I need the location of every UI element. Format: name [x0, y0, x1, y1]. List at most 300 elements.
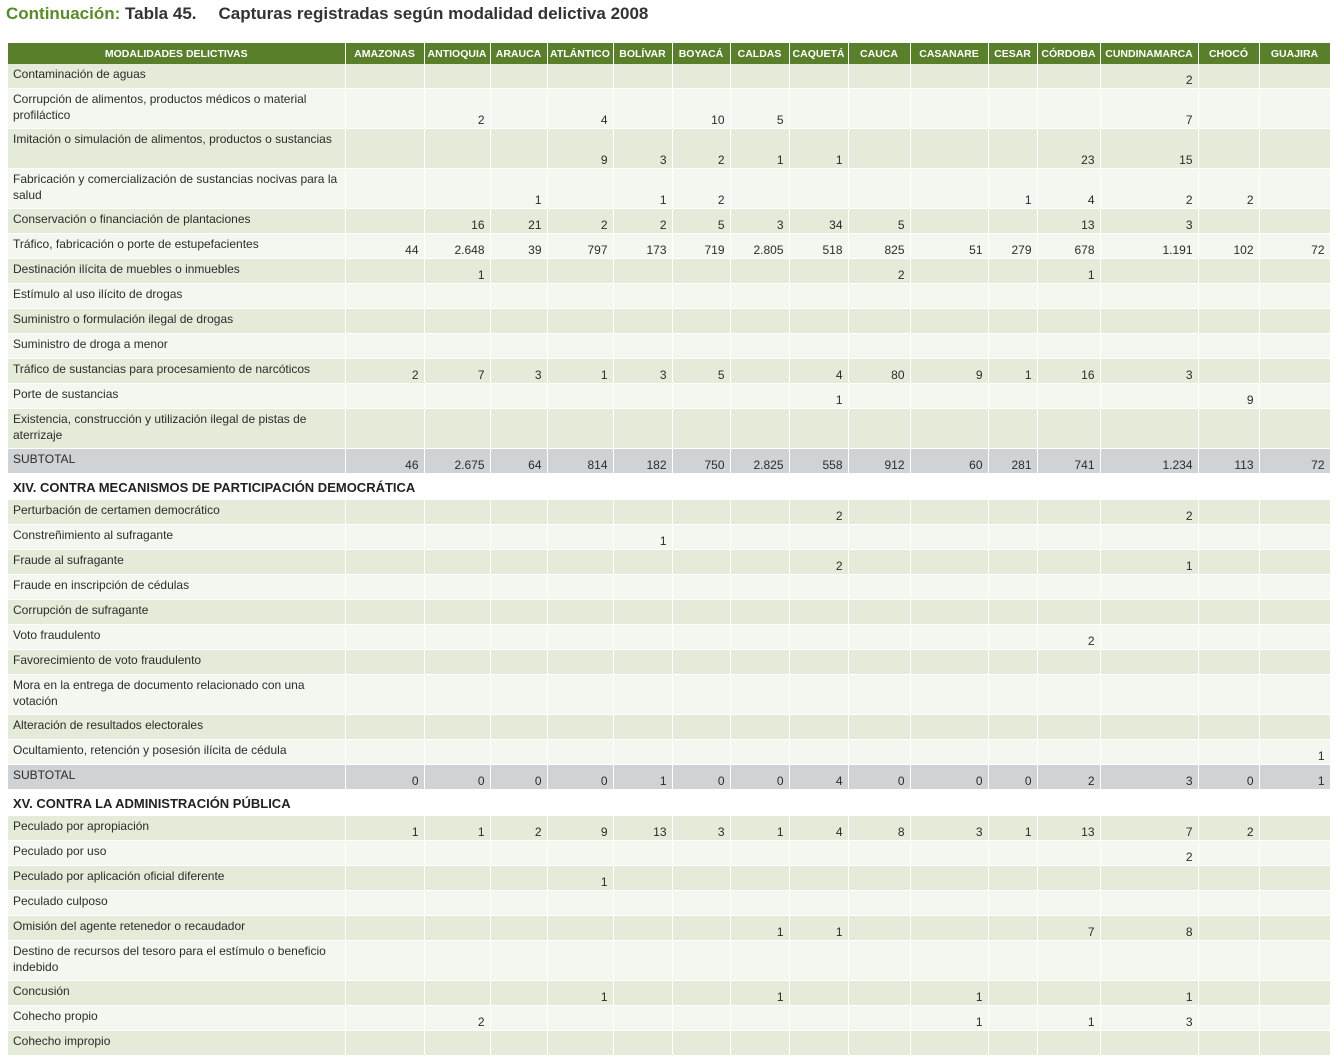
cell-value	[490, 891, 547, 916]
cell-value	[345, 916, 424, 941]
table-row	[8, 284, 1330, 309]
cell-value	[789, 169, 848, 209]
cell-value	[613, 64, 672, 89]
cell-value	[988, 89, 1037, 129]
cell-value	[789, 650, 848, 675]
cell-value	[1259, 575, 1330, 600]
cell-value: 23	[1037, 129, 1100, 169]
cell-value	[848, 715, 910, 740]
cell-value	[910, 1031, 988, 1056]
cell-value	[672, 916, 730, 941]
row-label: Suministro de droga a menor	[8, 334, 345, 359]
cell-value	[988, 981, 1037, 1006]
cell-value: 0	[345, 765, 424, 790]
cell-value	[730, 1006, 789, 1031]
cell-value	[789, 841, 848, 866]
cell-value	[789, 981, 848, 1006]
cell-value	[1259, 550, 1330, 575]
cell-value	[789, 259, 848, 284]
title-text: Capturas registradas según modalidad delictiva 2008	[218, 4, 649, 23]
cell-value	[345, 981, 424, 1006]
cell-value	[910, 384, 988, 409]
cell-value	[730, 600, 789, 625]
cell-value	[490, 916, 547, 941]
cell-value	[1100, 334, 1198, 359]
cell-value: 46	[345, 449, 424, 474]
cell-value	[672, 575, 730, 600]
cell-value	[988, 866, 1037, 891]
row-label: SUBTOTAL	[8, 765, 345, 790]
cell-value: 0	[730, 765, 789, 790]
title-table-number: Tabla 45.	[125, 4, 197, 23]
cell-value: 0	[490, 765, 547, 790]
cell-value: 1	[547, 359, 613, 384]
cell-value	[672, 841, 730, 866]
cell-value: 2	[1037, 765, 1100, 790]
cell-value	[345, 64, 424, 89]
cell-value	[848, 675, 910, 715]
cell-value	[424, 384, 490, 409]
cell-value	[1037, 500, 1100, 525]
cell-value	[424, 334, 490, 359]
cell-value	[730, 1031, 789, 1056]
cell-value	[345, 575, 424, 600]
row-label: Fabricación y comercialización de sustancias nocivas para la salud	[8, 169, 345, 209]
cell-value	[345, 334, 424, 359]
cell-value	[848, 600, 910, 625]
cell-value	[613, 409, 672, 449]
table-row	[8, 129, 1330, 169]
cell-value: 51	[910, 234, 988, 259]
cell-value	[1259, 981, 1330, 1006]
cell-value: 4	[789, 765, 848, 790]
cell-value: 1	[424, 259, 490, 284]
cell-value: 719	[672, 234, 730, 259]
cell-value	[345, 715, 424, 740]
cell-value: 2	[1198, 816, 1259, 841]
cell-value	[789, 89, 848, 129]
cell-value: 1	[988, 169, 1037, 209]
cell-value	[1198, 409, 1259, 449]
cell-value	[848, 129, 910, 169]
row-label: Perturbación de certamen democrático	[8, 500, 345, 525]
cell-value	[789, 409, 848, 449]
cell-value: 0	[547, 765, 613, 790]
table-row	[8, 916, 1330, 941]
cell-value	[988, 129, 1037, 169]
cell-value	[345, 384, 424, 409]
table-row	[8, 525, 1330, 550]
cell-value	[1259, 715, 1330, 740]
cell-value	[490, 309, 547, 334]
cell-value	[672, 650, 730, 675]
cell-value: 5	[672, 209, 730, 234]
cell-value	[424, 941, 490, 981]
cell-value	[1259, 650, 1330, 675]
cell-value: 7	[1100, 816, 1198, 841]
cell-value	[910, 525, 988, 550]
cell-value	[1259, 409, 1330, 449]
cell-value: 912	[848, 449, 910, 474]
cell-value	[848, 841, 910, 866]
cell-value	[848, 740, 910, 765]
cell-value	[1037, 675, 1100, 715]
row-label: Corrupción de alimentos, productos médicos o material profiláctico	[8, 89, 345, 129]
captures-table	[8, 43, 1331, 1056]
cell-value: 4	[1037, 169, 1100, 209]
cell-value: 2	[1100, 64, 1198, 89]
cell-value: 13	[1037, 209, 1100, 234]
cell-value	[613, 89, 672, 129]
cell-value	[345, 675, 424, 715]
cell-value	[730, 384, 789, 409]
cell-value	[1100, 675, 1198, 715]
cell-value: 2	[424, 89, 490, 129]
cell-value	[1198, 650, 1259, 675]
row-label: Omisión del agente retenedor o recaudador	[8, 916, 345, 941]
row-label: Suministro o formulación ilegal de drogas	[8, 309, 345, 334]
cell-value	[547, 675, 613, 715]
cell-value	[672, 284, 730, 309]
section-heading-row	[8, 474, 1330, 500]
cell-value: 1	[1100, 550, 1198, 575]
cell-value	[730, 334, 789, 359]
cell-value	[547, 409, 613, 449]
cell-value: 2.805	[730, 234, 789, 259]
cell-value: 173	[613, 234, 672, 259]
cell-value	[424, 715, 490, 740]
cell-value	[910, 89, 988, 129]
cell-value	[672, 525, 730, 550]
cell-value	[1259, 334, 1330, 359]
cell-value	[910, 891, 988, 916]
cell-value	[988, 284, 1037, 309]
cell-value	[730, 500, 789, 525]
cell-value	[1037, 89, 1100, 129]
column-header: CÓRDOBA	[1037, 43, 1100, 64]
row-label: Cohecho propio	[8, 1006, 345, 1031]
cell-value	[1259, 169, 1330, 209]
cell-value	[345, 650, 424, 675]
cell-value	[613, 916, 672, 941]
cell-value	[848, 981, 910, 1006]
cell-value	[672, 941, 730, 981]
cell-value	[1198, 941, 1259, 981]
table-row	[8, 981, 1330, 1006]
cell-value	[547, 575, 613, 600]
cell-value	[672, 550, 730, 575]
cell-value	[1259, 259, 1330, 284]
cell-value	[490, 981, 547, 1006]
cell-value	[1259, 1031, 1330, 1056]
cell-value	[730, 575, 789, 600]
cell-value: 1	[613, 525, 672, 550]
cell-value	[910, 625, 988, 650]
cell-value	[345, 89, 424, 129]
cell-value	[490, 600, 547, 625]
cell-value	[345, 309, 424, 334]
cell-value	[848, 650, 910, 675]
cell-value	[1100, 409, 1198, 449]
cell-value	[789, 675, 848, 715]
cell-value	[848, 866, 910, 891]
cell-value	[547, 600, 613, 625]
cell-value: 4	[547, 89, 613, 129]
cell-value	[910, 129, 988, 169]
cell-value	[490, 575, 547, 600]
cell-value: 518	[789, 234, 848, 259]
cell-value	[424, 625, 490, 650]
table-title	[6, 2, 648, 26]
cell-value	[672, 1031, 730, 1056]
column-header: CALDAS	[730, 43, 789, 64]
cell-value	[613, 284, 672, 309]
cell-value: 72	[1259, 234, 1330, 259]
cell-value	[910, 169, 988, 209]
table-row	[8, 234, 1330, 259]
cell-value	[672, 625, 730, 650]
row-label: Conservación o financiación de plantaciones	[8, 209, 345, 234]
cell-value: 5	[730, 89, 789, 129]
cell-value	[1259, 916, 1330, 941]
cell-value	[1100, 715, 1198, 740]
cell-value	[424, 650, 490, 675]
cell-value: 3	[1100, 765, 1198, 790]
cell-value	[1037, 941, 1100, 981]
cell-value: 16	[1037, 359, 1100, 384]
cell-value	[547, 715, 613, 740]
cell-value	[345, 550, 424, 575]
cell-value	[345, 625, 424, 650]
cell-value	[988, 409, 1037, 449]
cell-value	[345, 525, 424, 550]
cell-value	[730, 359, 789, 384]
cell-value	[1259, 284, 1330, 309]
cell-value: 2	[613, 209, 672, 234]
cell-value	[672, 500, 730, 525]
cell-value	[848, 625, 910, 650]
row-label: Concusión	[8, 981, 345, 1006]
column-header: CHOCÓ	[1198, 43, 1259, 64]
cell-value	[988, 941, 1037, 981]
cell-value: 13	[613, 816, 672, 841]
row-label: Estímulo al uso ilícito de drogas	[8, 284, 345, 309]
cell-value: 102	[1198, 234, 1259, 259]
cell-value	[910, 550, 988, 575]
row-label: Corrupción de sufragante	[8, 600, 345, 625]
cell-value	[988, 841, 1037, 866]
cell-value	[1100, 259, 1198, 284]
cell-value	[1259, 941, 1330, 981]
cell-value: 0	[988, 765, 1037, 790]
cell-value: 9	[547, 129, 613, 169]
cell-value	[1100, 525, 1198, 550]
cell-value: 1	[789, 916, 848, 941]
table-row	[8, 209, 1330, 234]
column-header: CAQUETÁ	[789, 43, 848, 64]
cell-value: 2	[672, 129, 730, 169]
cell-value	[1037, 550, 1100, 575]
cell-value	[988, 740, 1037, 765]
cell-value: 0	[1198, 765, 1259, 790]
column-header: ANTIOQUIA	[424, 43, 490, 64]
table-row	[8, 941, 1330, 981]
cell-value: 797	[547, 234, 613, 259]
cell-value: 2.648	[424, 234, 490, 259]
cell-value	[1198, 916, 1259, 941]
cell-value	[672, 715, 730, 740]
cell-value	[730, 284, 789, 309]
cell-value	[910, 309, 988, 334]
cell-value	[910, 64, 988, 89]
cell-value	[1037, 715, 1100, 740]
cell-value	[547, 169, 613, 209]
cell-value: 0	[672, 765, 730, 790]
cell-value	[730, 309, 789, 334]
table-row	[8, 841, 1330, 866]
cell-value	[1259, 525, 1330, 550]
cell-value	[424, 284, 490, 309]
cell-value	[910, 715, 988, 740]
cell-value	[730, 650, 789, 675]
table-body	[8, 64, 1330, 1056]
cell-value: 1	[1259, 765, 1330, 790]
cell-value	[1100, 600, 1198, 625]
cell-value	[345, 259, 424, 284]
row-label: Peculado culposo	[8, 891, 345, 916]
cell-value	[789, 309, 848, 334]
cell-value	[547, 64, 613, 89]
column-header: BOLÍVAR	[613, 43, 672, 64]
table-row	[8, 359, 1330, 384]
cell-value: 1	[1037, 1006, 1100, 1031]
cell-value: 1	[1100, 981, 1198, 1006]
cell-value: 1	[345, 816, 424, 841]
cell-value	[547, 740, 613, 765]
cell-value	[910, 259, 988, 284]
cell-value	[910, 841, 988, 866]
cell-value	[1198, 359, 1259, 384]
cell-value	[910, 334, 988, 359]
cell-value	[1100, 575, 1198, 600]
cell-value	[547, 625, 613, 650]
cell-value	[848, 575, 910, 600]
cell-value: 2	[672, 169, 730, 209]
cell-value: 2	[1100, 500, 1198, 525]
cell-value: 2	[547, 209, 613, 234]
cell-value	[345, 866, 424, 891]
cell-value	[789, 1006, 848, 1031]
row-label: Fraude al sufragante	[8, 550, 345, 575]
cell-value	[345, 600, 424, 625]
cell-value	[1037, 409, 1100, 449]
cell-value	[1198, 740, 1259, 765]
cell-value: 1	[613, 169, 672, 209]
cell-value	[345, 169, 424, 209]
table-row	[8, 575, 1330, 600]
cell-value	[1037, 740, 1100, 765]
cell-value	[910, 675, 988, 715]
cell-value	[789, 284, 848, 309]
cell-value: 7	[1100, 89, 1198, 129]
cell-value	[730, 525, 789, 550]
cell-value	[848, 309, 910, 334]
cell-value: 3	[613, 129, 672, 169]
cell-value: 1.234	[1100, 449, 1198, 474]
table-row	[8, 309, 1330, 334]
cell-value	[848, 525, 910, 550]
cell-value	[672, 866, 730, 891]
cell-value	[730, 169, 789, 209]
cell-value	[345, 500, 424, 525]
cell-value	[789, 575, 848, 600]
cell-value	[547, 1031, 613, 1056]
row-label: Favorecimiento de voto fraudulento	[8, 650, 345, 675]
cell-value: 1	[988, 359, 1037, 384]
cell-value	[1100, 384, 1198, 409]
cell-value	[1100, 941, 1198, 981]
column-header: CUNDINAMARCA	[1100, 43, 1198, 64]
cell-value	[1037, 284, 1100, 309]
cell-value	[1259, 816, 1330, 841]
cell-value	[848, 941, 910, 981]
cell-value: 4	[789, 816, 848, 841]
cell-value: 3	[672, 816, 730, 841]
cell-value: 1	[730, 916, 789, 941]
table-row	[8, 866, 1330, 891]
cell-value	[490, 941, 547, 981]
cell-value	[547, 500, 613, 525]
cell-value: 72	[1259, 449, 1330, 474]
cell-value	[547, 916, 613, 941]
cell-value	[490, 129, 547, 169]
table-row	[8, 1031, 1330, 1056]
column-header: BOYACÁ	[672, 43, 730, 64]
cell-value	[490, 384, 547, 409]
cell-value	[490, 500, 547, 525]
cell-value: 39	[490, 234, 547, 259]
cell-value	[910, 916, 988, 941]
cell-value: 2	[1037, 625, 1100, 650]
cell-value	[1037, 334, 1100, 359]
cell-value	[848, 916, 910, 941]
table-row	[8, 259, 1330, 284]
cell-value	[988, 916, 1037, 941]
cell-value	[490, 866, 547, 891]
cell-value	[1100, 650, 1198, 675]
cell-value: 2.825	[730, 449, 789, 474]
row-label: Voto fraudulento	[8, 625, 345, 650]
cell-value	[547, 1006, 613, 1031]
cell-value	[672, 1006, 730, 1031]
cell-value	[613, 500, 672, 525]
cell-value: 21	[490, 209, 547, 234]
cell-value	[613, 675, 672, 715]
cell-value	[547, 841, 613, 866]
row-label: Alteración de resultados electorales	[8, 715, 345, 740]
cell-value: 2.675	[424, 449, 490, 474]
cell-value: 10	[672, 89, 730, 129]
cell-value	[1198, 334, 1259, 359]
row-label: Destino de recursos del tesoro para el estímulo o beneficio indebido	[8, 941, 345, 981]
cell-value	[490, 64, 547, 89]
cell-value	[1037, 841, 1100, 866]
table-row	[8, 625, 1330, 650]
cell-value	[1198, 866, 1259, 891]
cell-value	[490, 675, 547, 715]
row-label: Mora en la entrega de documento relacionado con una votación	[8, 675, 345, 715]
section-heading: XIV. CONTRA MECANISMOS DE PARTICIPACIÓN DEMOCRÁTICA	[8, 474, 1330, 500]
